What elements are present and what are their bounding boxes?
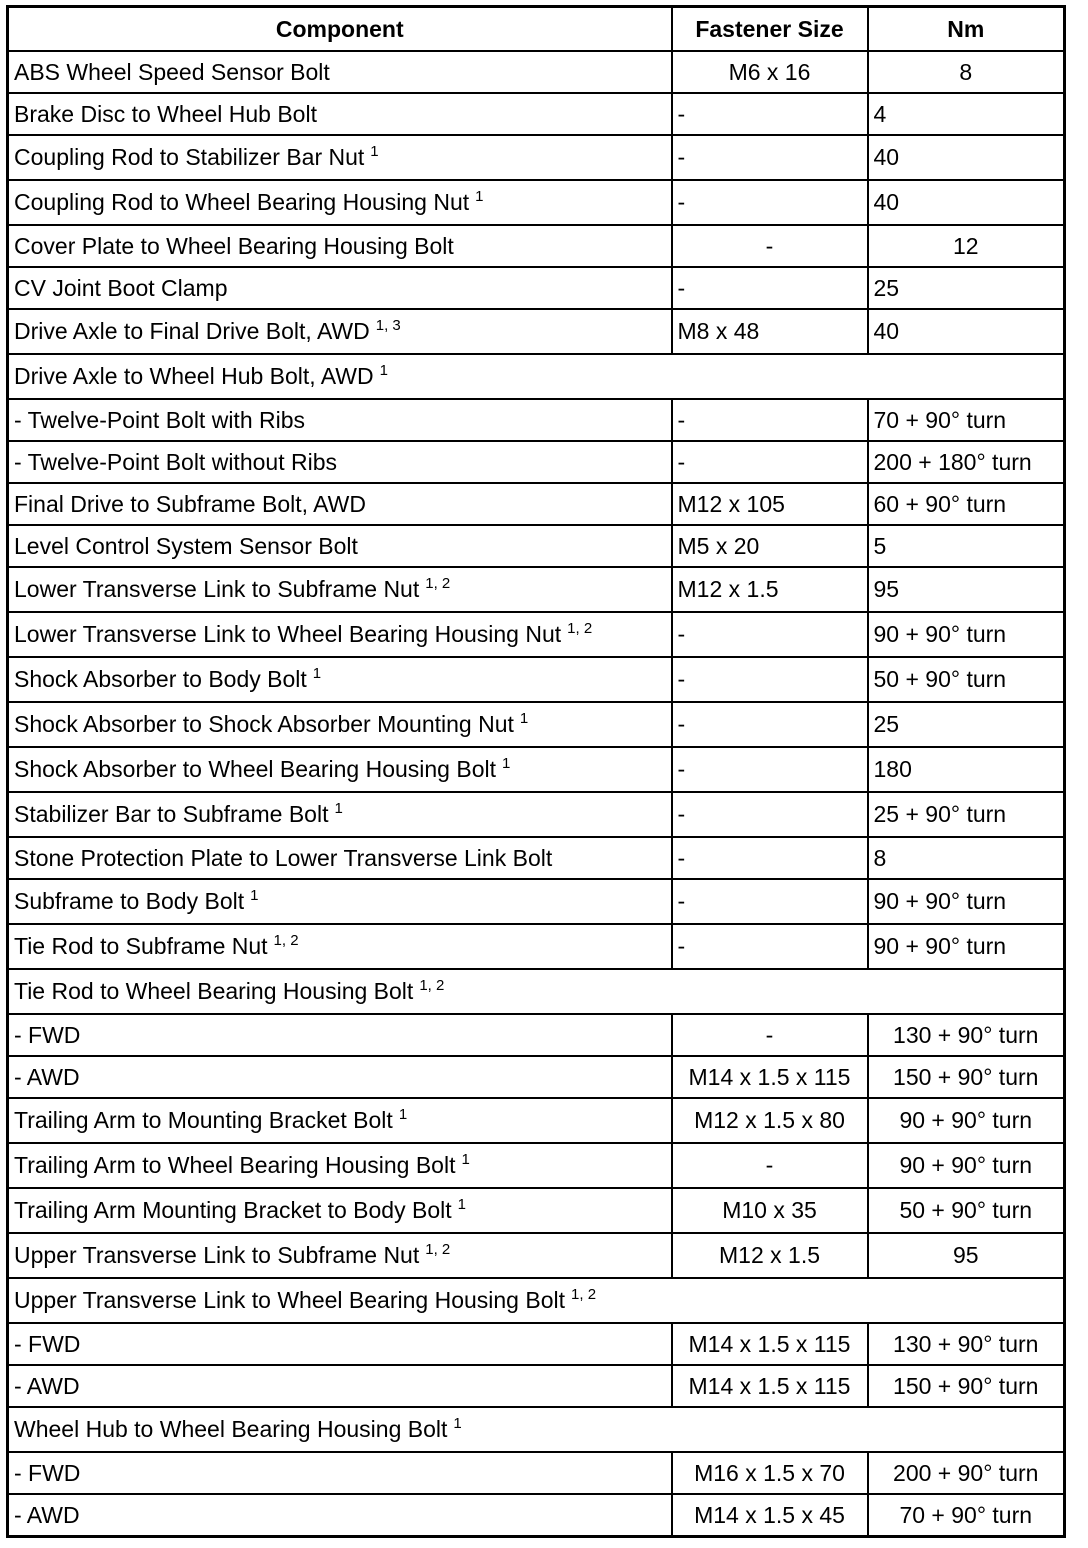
torque-nm-cell: 180	[868, 747, 1065, 792]
torque-nm-cell: 40	[868, 135, 1065, 180]
component-cell	[8, 51, 672, 93]
component-name: Brake Disc to Wheel Hub Bolt	[14, 100, 317, 127]
component-name: Drive Axle to Wheel Hub Bolt, AWD	[14, 363, 374, 389]
fastener-size-cell: -	[672, 792, 868, 837]
footnote-ref: 1, 2	[419, 977, 445, 994]
component-cell	[8, 441, 672, 483]
header-component: Component	[8, 7, 672, 52]
footnote-ref: 1	[502, 755, 511, 772]
torque-nm-cell: 40	[868, 309, 1065, 354]
fastener-size-cell: -	[672, 657, 868, 702]
fastener-size-cell: M8 x 48	[672, 309, 868, 354]
fastener-size-cell: -	[672, 135, 868, 180]
torque-nm-cell: 95	[868, 1233, 1065, 1278]
table-row	[8, 792, 1065, 837]
component-cell	[8, 180, 672, 225]
fastener-size-cell: M12 x 105	[672, 483, 868, 525]
torque-nm-cell: 90 + 90° turn	[868, 612, 1065, 657]
footnote-ref: 1	[379, 362, 388, 379]
table-row	[8, 1365, 1065, 1407]
footnote-ref: 1	[250, 887, 259, 904]
component-name: CV Joint Boot Clamp	[14, 274, 228, 301]
footnote-ref: 1, 3	[375, 317, 401, 334]
component-cell	[8, 225, 672, 267]
torque-nm-cell: 4	[868, 93, 1065, 135]
component-cell	[8, 525, 672, 567]
component-name: - FWD	[14, 1021, 81, 1048]
table-row	[8, 837, 1065, 879]
fastener-size-cell: M10 x 35	[672, 1188, 868, 1233]
fastener-size-cell: M14 x 1.5 x 115	[672, 1323, 868, 1365]
torque-nm-cell: 8	[868, 51, 1065, 93]
fastener-size-cell: -	[672, 747, 868, 792]
component-cell	[8, 1056, 672, 1098]
component-name: Trailing Arm Mounting Bracket to Body Bolt	[14, 1197, 452, 1223]
component-name: Subframe to Body Bolt	[14, 888, 245, 914]
torque-nm-cell: 25 + 90° turn	[868, 792, 1065, 837]
table-body	[8, 51, 1065, 1537]
component-name: Level Control System Sensor Bolt	[14, 532, 358, 559]
fastener-size-cell: -	[672, 879, 868, 924]
table-row	[8, 1452, 1065, 1494]
component-name: Coupling Rod to Stabilizer Bar Nut	[14, 144, 365, 170]
component-cell	[8, 483, 672, 525]
footnote-ref: 1	[457, 1196, 466, 1213]
fastener-size-cell: M14 x 1.5 x 115	[672, 1056, 868, 1098]
component-name: - AWD	[14, 1063, 80, 1090]
table-row	[8, 1407, 1065, 1452]
fastener-size-cell: -	[672, 924, 868, 969]
footnote-ref: 1	[519, 710, 529, 727]
torque-nm-cell: 150 + 90° turn	[868, 1056, 1065, 1098]
component-cell	[8, 135, 672, 180]
component-cell	[8, 1278, 1065, 1323]
torque-nm-cell: 60 + 90° turn	[868, 483, 1065, 525]
torque-nm-cell: 90 + 90° turn	[868, 1098, 1065, 1143]
table-row	[8, 180, 1065, 225]
table-row	[8, 1056, 1065, 1098]
component-name: Tie Rod to Wheel Bearing Housing Bolt	[14, 978, 414, 1004]
fastener-size-cell: M12 x 1.5	[672, 1233, 868, 1278]
torque-nm-cell: 95	[868, 567, 1065, 612]
component-name: Trailing Arm to Mounting Bracket Bolt	[14, 1107, 393, 1133]
table-row	[8, 309, 1065, 354]
torque-nm-cell: 25	[868, 267, 1065, 309]
torque-nm-cell: 130 + 90° turn	[868, 1014, 1065, 1056]
torque-nm-cell: 200 + 180° turn	[868, 441, 1065, 483]
torque-nm-cell: 12	[868, 225, 1065, 267]
component-cell	[8, 837, 672, 879]
torque-nm-cell: 70 + 90° turn	[868, 399, 1065, 441]
fastener-size-cell: -	[672, 612, 868, 657]
table-row	[8, 924, 1065, 969]
table-row	[8, 483, 1065, 525]
component-name: Lower Transverse Link to Subframe Nut	[14, 576, 420, 602]
component-cell	[8, 792, 672, 837]
component-name: ABS Wheel Speed Sensor Bolt	[14, 58, 330, 85]
table-row	[8, 93, 1065, 135]
fastener-size-cell: M12 x 1.5	[672, 567, 868, 612]
table-row	[8, 1188, 1065, 1233]
component-name: - AWD	[14, 1372, 80, 1399]
component-cell	[8, 309, 672, 354]
component-name: Upper Transverse Link to Subframe Nut	[14, 1242, 420, 1268]
component-cell	[8, 924, 672, 969]
component-cell	[8, 1143, 672, 1188]
header-row	[8, 7, 1065, 52]
component-name: - Twelve-Point Bolt with Ribs	[14, 406, 306, 433]
component-cell	[8, 879, 672, 924]
fastener-size-cell: -	[672, 180, 868, 225]
footnote-ref: 1	[370, 143, 379, 160]
table-row	[8, 225, 1065, 267]
footnote-ref: 1	[453, 1415, 462, 1432]
header-fastener-size: Fastener Size	[672, 7, 868, 52]
torque-nm-cell: 25	[868, 702, 1065, 747]
component-cell	[8, 1407, 1065, 1452]
component-name: Shock Absorber to Body Bolt	[14, 666, 307, 692]
component-name: - AWD	[14, 1501, 80, 1528]
table-row	[8, 879, 1065, 924]
table-row	[8, 51, 1065, 93]
fastener-size-cell: -	[672, 702, 868, 747]
torque-nm-cell: 50 + 90° turn	[868, 1188, 1065, 1233]
table-row	[8, 702, 1065, 747]
component-name: - Twelve-Point Bolt without Ribs	[14, 448, 337, 475]
component-cell	[8, 1452, 672, 1494]
table-row	[8, 354, 1065, 399]
component-name: Tie Rod to Subframe Nut	[14, 933, 268, 959]
fastener-size-cell: -	[672, 93, 868, 135]
header-nm: Nm	[868, 7, 1065, 52]
component-name: Lower Transverse Link to Wheel Bearing Housing Nut	[14, 621, 562, 647]
component-cell	[8, 747, 672, 792]
component-cell	[8, 354, 1065, 399]
torque-nm-cell: 90 + 90° turn	[868, 924, 1065, 969]
footnote-ref: 1, 2	[425, 1241, 451, 1258]
component-name: Trailing Arm to Wheel Bearing Housing Bolt	[14, 1152, 456, 1178]
component-cell	[8, 267, 672, 309]
torque-nm-cell: 150 + 90° turn	[868, 1365, 1065, 1407]
footnote-ref: 1	[398, 1106, 408, 1123]
table-row	[8, 1143, 1065, 1188]
torque-nm-cell: 200 + 90° turn	[868, 1452, 1065, 1494]
table-row	[8, 567, 1065, 612]
table-row	[8, 525, 1065, 567]
table-row	[8, 267, 1065, 309]
component-name: Final Drive to Subframe Bolt, AWD	[14, 490, 366, 517]
table-row	[8, 612, 1065, 657]
component-cell	[8, 399, 672, 441]
component-name: Drive Axle to Final Drive Bolt, AWD	[14, 318, 370, 344]
table-row	[8, 657, 1065, 702]
component-cell	[8, 1323, 672, 1365]
table-row	[8, 441, 1065, 483]
component-name: Shock Absorber to Shock Absorber Mounting Nut	[14, 711, 514, 737]
component-name: - FWD	[14, 1459, 81, 1486]
torque-nm-cell: 50 + 90° turn	[868, 657, 1065, 702]
fastener-size-cell: -	[672, 225, 868, 267]
component-cell	[8, 1014, 672, 1056]
component-name: Shock Absorber to Wheel Bearing Housing Bolt	[14, 756, 496, 782]
component-cell	[8, 93, 672, 135]
torque-nm-cell: 8	[868, 837, 1065, 879]
component-name: Stone Protection Plate to Lower Transverse Link Bolt	[14, 844, 553, 871]
fastener-size-cell: -	[672, 399, 868, 441]
footnote-ref: 1, 2	[571, 1286, 597, 1303]
component-name: Coupling Rod to Wheel Bearing Housing Nut	[14, 189, 470, 215]
footnote-ref: 1, 2	[567, 620, 593, 637]
table-row	[8, 1098, 1065, 1143]
fastener-size-cell: M14 x 1.5 x 115	[672, 1365, 868, 1407]
torque-nm-cell: 90 + 90° turn	[868, 1143, 1065, 1188]
component-cell	[8, 567, 672, 612]
fastener-size-cell: M5 x 20	[672, 525, 868, 567]
table-row	[8, 135, 1065, 180]
footnote-ref: 1	[475, 188, 484, 205]
fastener-size-cell: -	[672, 441, 868, 483]
footnote-ref: 1, 2	[425, 575, 451, 592]
component-cell	[8, 969, 1065, 1014]
footnote-ref: 1	[312, 665, 322, 682]
table-row	[8, 1278, 1065, 1323]
table-row	[8, 747, 1065, 792]
component-name: Cover Plate to Wheel Bearing Housing Bolt	[14, 232, 454, 259]
component-cell	[8, 1494, 672, 1537]
table-row	[8, 1233, 1065, 1278]
footnote-ref: 1	[334, 800, 343, 817]
fastener-size-cell: M14 x 1.5 x 45	[672, 1494, 868, 1537]
footnote-ref: 1, 2	[273, 932, 299, 949]
table-row	[8, 969, 1065, 1014]
component-name: Upper Transverse Link to Wheel Bearing Housing Bolt	[14, 1287, 566, 1313]
torque-nm-cell: 130 + 90° turn	[868, 1323, 1065, 1365]
component-name: Wheel Hub to Wheel Bearing Housing Bolt	[14, 1416, 448, 1442]
component-cell	[8, 1188, 672, 1233]
fastener-size-cell: M16 x 1.5 x 70	[672, 1452, 868, 1494]
torque-nm-cell: 70 + 90° turn	[868, 1494, 1065, 1537]
footnote-ref: 1	[461, 1151, 470, 1168]
fastener-size-cell: M12 x 1.5 x 80	[672, 1098, 868, 1143]
component-cell	[8, 1098, 672, 1143]
component-cell	[8, 612, 672, 657]
table-row	[8, 1494, 1065, 1537]
fastener-size-cell: -	[672, 837, 868, 879]
torque-nm-cell: 5	[868, 525, 1065, 567]
table-row	[8, 1323, 1065, 1365]
table-row	[8, 1014, 1065, 1056]
torque-nm-cell: 40	[868, 180, 1065, 225]
component-cell	[8, 657, 672, 702]
component-name: - FWD	[14, 1330, 81, 1357]
fastener-size-cell: -	[672, 1014, 868, 1056]
component-cell	[8, 1233, 672, 1278]
table-row	[8, 399, 1065, 441]
torque-spec-table	[6, 5, 1066, 1538]
fastener-size-cell: -	[672, 267, 868, 309]
fastener-size-cell: -	[672, 1143, 868, 1188]
fastener-size-cell: M6 x 16	[672, 51, 868, 93]
torque-nm-cell: 90 + 90° turn	[868, 879, 1065, 924]
component-cell	[8, 702, 672, 747]
component-cell	[8, 1365, 672, 1407]
component-name: Stabilizer Bar to Subframe Bolt	[14, 801, 329, 827]
